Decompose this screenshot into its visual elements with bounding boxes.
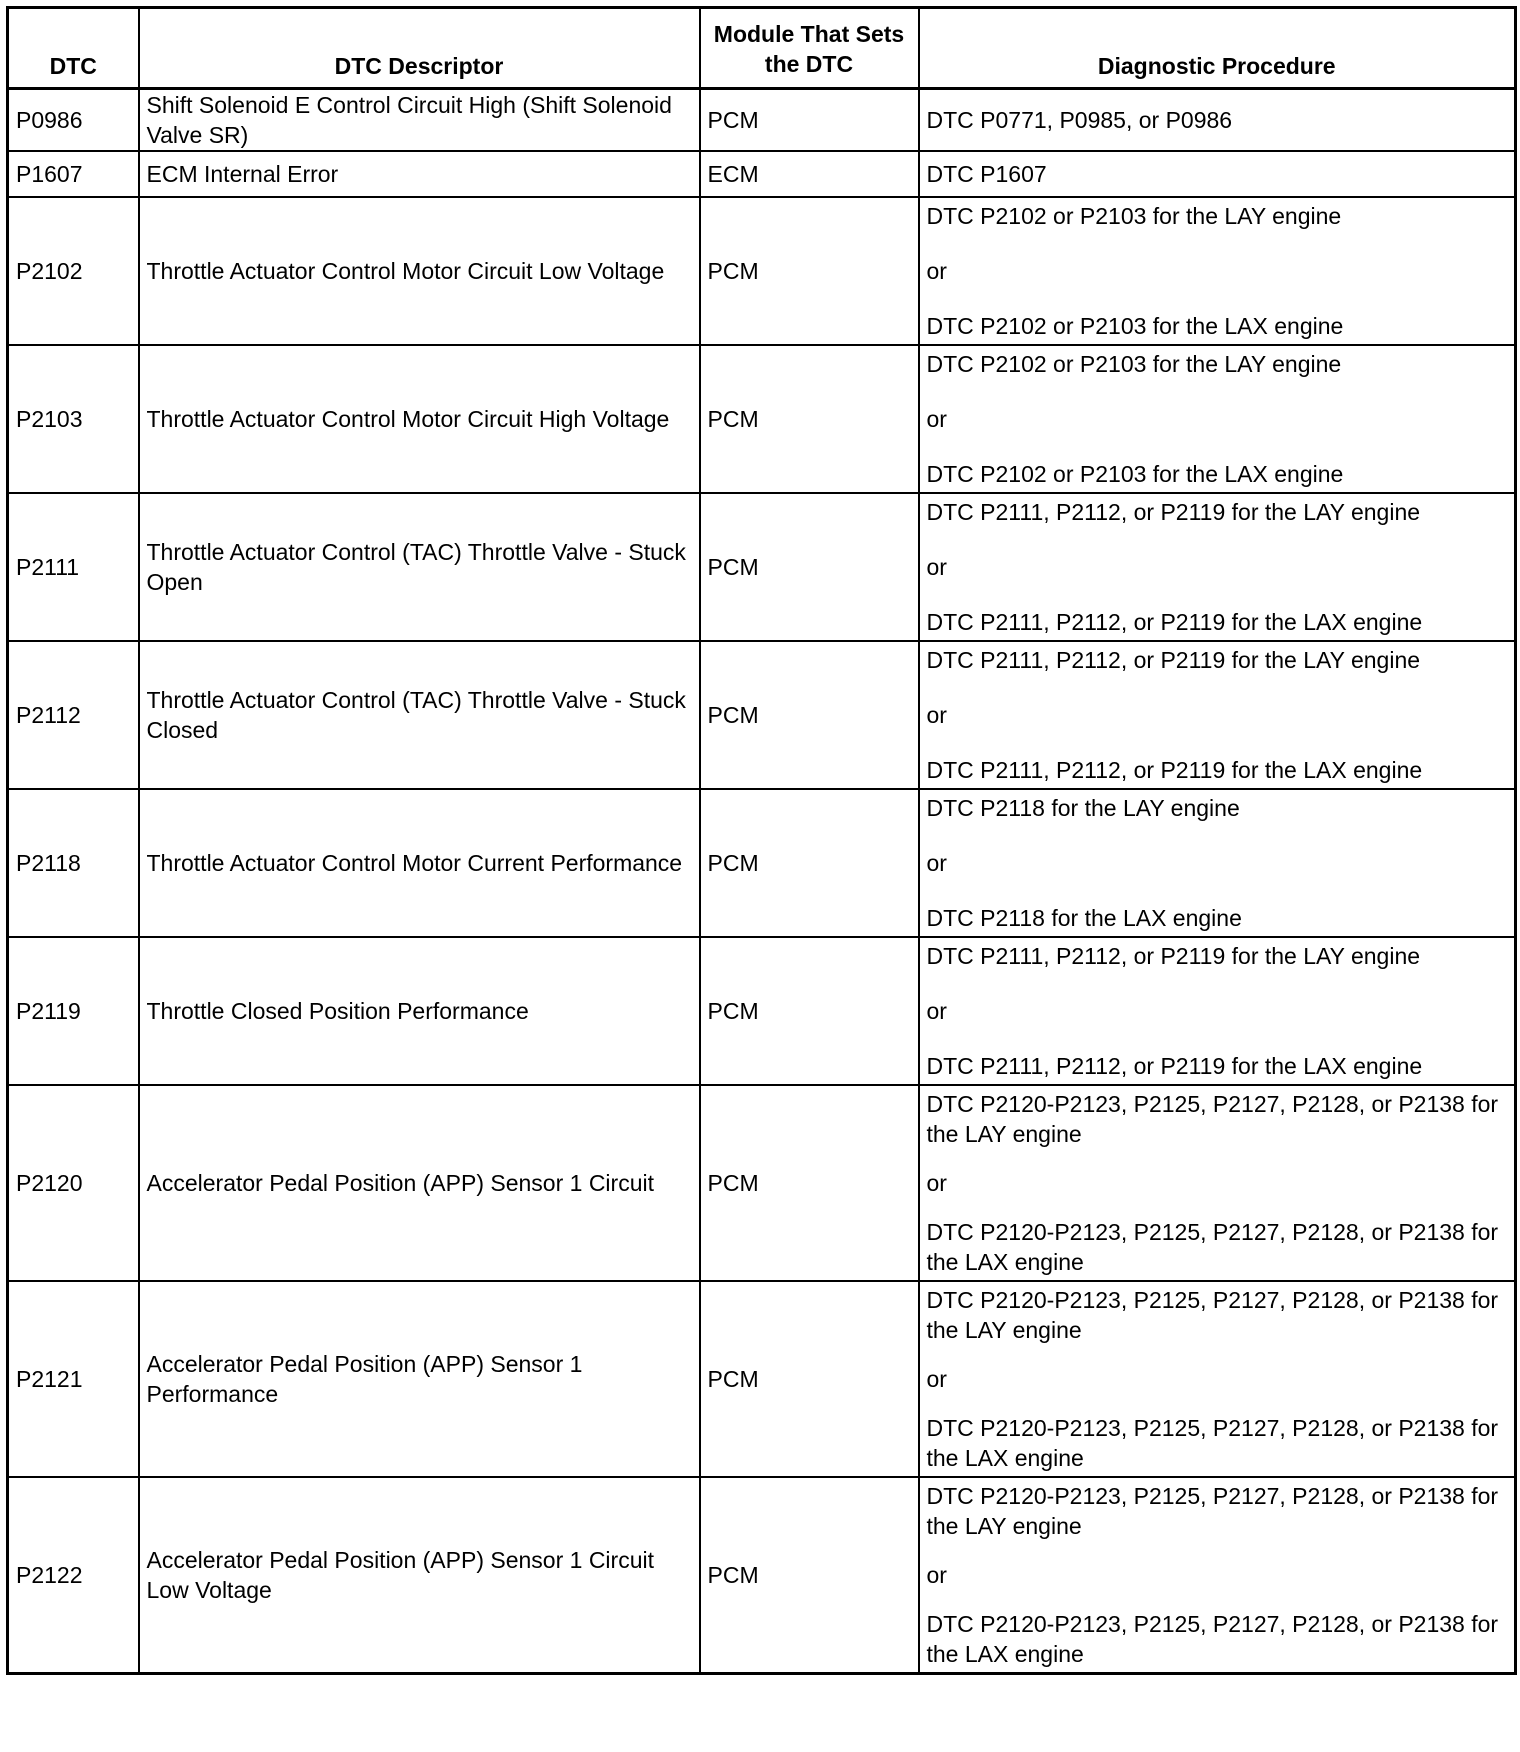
- procedure-link: DTC P2102 or P2103 for the LAX engine: [926, 461, 1344, 487]
- header-descriptor: DTC Descriptor: [139, 8, 700, 89]
- procedure-link: DTC P2111, P2112, or P2119 for the LAY engine: [926, 647, 1421, 673]
- module-cell: PCM: [700, 937, 919, 1085]
- descriptor-cell: Accelerator Pedal Position (APP) Sensor 1 Circuit: [139, 1085, 700, 1281]
- dtc-cell: P2119: [8, 937, 139, 1085]
- table-row: [8, 937, 1516, 1085]
- descriptor-cell: ECM Internal Error: [139, 151, 700, 197]
- procedure-link: DTC P1607: [926, 161, 1047, 187]
- header-dtc: DTC: [8, 8, 139, 89]
- table-header: [8, 8, 1516, 89]
- procedure-cell: [919, 89, 1516, 152]
- procedure-link: DTC P2102 or P2103 for the LAY engine: [926, 203, 1342, 229]
- procedure-or: or: [926, 406, 947, 432]
- table-row: [8, 493, 1516, 641]
- table-row: [8, 89, 1516, 152]
- procedure-link: DTC P2120-P2123, P2125, P2127, P2128, or P2138 for the LAY engine: [926, 1483, 1499, 1539]
- procedure-link: DTC P2111, P2112, or P2119 for the LAY engine: [926, 499, 1421, 525]
- procedure-link: DTC P2120-P2123, P2125, P2127, P2128, or P2138 for the LAY engine: [926, 1091, 1499, 1147]
- table-row: [8, 641, 1516, 789]
- module-cell: ECM: [700, 151, 919, 197]
- procedure-link: DTC P2118 for the LAX engine: [926, 905, 1242, 931]
- table-row: [8, 1281, 1516, 1477]
- dtc-table: [6, 6, 1517, 1675]
- procedure-cell: [919, 151, 1516, 197]
- procedure-link: DTC P2111, P2112, or P2119 for the LAY engine: [926, 943, 1421, 969]
- procedure-cell: [919, 345, 1516, 493]
- module-cell: PCM: [700, 1281, 919, 1477]
- procedure-link: DTC P2111, P2112, or P2119 for the LAX engine: [926, 1053, 1423, 1079]
- procedure-cell: [919, 641, 1516, 789]
- procedure-or: or: [926, 1366, 947, 1392]
- descriptor-cell: Throttle Actuator Control Motor Circuit High Voltage: [139, 345, 700, 493]
- dtc-cell: P2121: [8, 1281, 139, 1477]
- dtc-cell: P2112: [8, 641, 139, 789]
- module-cell: PCM: [700, 1085, 919, 1281]
- procedure-link: DTC P2102 or P2103 for the LAX engine: [926, 313, 1344, 339]
- procedure-cell: [919, 789, 1516, 937]
- descriptor-cell: Throttle Actuator Control Motor Circuit Low Voltage: [139, 197, 700, 345]
- procedure-cell: [919, 1281, 1516, 1477]
- module-cell: PCM: [700, 89, 919, 152]
- procedure-cell: [919, 493, 1516, 641]
- descriptor-cell: Accelerator Pedal Position (APP) Sensor 1 Circuit Low Voltage: [139, 1477, 700, 1674]
- module-cell: PCM: [700, 345, 919, 493]
- procedure-cell: [919, 197, 1516, 345]
- procedure-or: or: [926, 850, 947, 876]
- dtc-cell: P2103: [8, 345, 139, 493]
- procedure-or: or: [926, 998, 947, 1024]
- header-procedure: Diagnostic Procedure: [919, 8, 1516, 89]
- dtc-cell: P0986: [8, 89, 139, 152]
- procedure-link: DTC P2118 for the LAY engine: [926, 795, 1240, 821]
- descriptor-cell: Throttle Actuator Control (TAC) Throttle Valve - Stuck Closed: [139, 641, 700, 789]
- table-row: [8, 345, 1516, 493]
- module-cell: PCM: [700, 789, 919, 937]
- procedure-cell: [919, 1085, 1516, 1281]
- descriptor-cell: Accelerator Pedal Position (APP) Sensor 1 Performance: [139, 1281, 700, 1477]
- module-cell: PCM: [700, 1477, 919, 1674]
- dtc-cell: P2120: [8, 1085, 139, 1281]
- procedure-link: DTC P0771, P0985, or P0986: [926, 107, 1233, 133]
- table-body: [8, 89, 1516, 1674]
- procedure-link: DTC P2120-P2123, P2125, P2127, P2128, or P2138 for the LAY engine: [926, 1287, 1499, 1343]
- procedure-or: or: [926, 1170, 947, 1196]
- descriptor-cell: Throttle Actuator Control (TAC) Throttle Valve - Stuck Open: [139, 493, 700, 641]
- procedure-link: DTC P2111, P2112, or P2119 for the LAX engine: [926, 757, 1423, 783]
- descriptor-cell: Throttle Closed Position Performance: [139, 937, 700, 1085]
- dtc-cell: P1607: [8, 151, 139, 197]
- module-cell: PCM: [700, 197, 919, 345]
- descriptor-cell: Throttle Actuator Control Motor Current Performance: [139, 789, 700, 937]
- procedure-link: DTC P2102 or P2103 for the LAY engine: [926, 351, 1342, 377]
- dtc-cell: P2102: [8, 197, 139, 345]
- procedure-cell: [919, 1477, 1516, 1674]
- procedure-link: DTC P2111, P2112, or P2119 for the LAX engine: [926, 609, 1423, 635]
- module-cell: PCM: [700, 641, 919, 789]
- procedure-or: or: [926, 554, 947, 580]
- procedure-or: or: [926, 1562, 947, 1588]
- dtc-cell: P2122: [8, 1477, 139, 1674]
- table-row: [8, 151, 1516, 197]
- header-row: [8, 8, 1516, 89]
- table-row: [8, 789, 1516, 937]
- procedure-or: or: [926, 258, 947, 284]
- table-row: [8, 197, 1516, 345]
- descriptor-cell: Shift Solenoid E Control Circuit High (Shift Solenoid Valve SR): [139, 89, 700, 152]
- procedure-link: DTC P2120-P2123, P2125, P2127, P2128, or P2138 for the LAX engine: [926, 1611, 1499, 1667]
- dtc-table-container: [6, 6, 1514, 1675]
- table-row: [8, 1477, 1516, 1674]
- module-cell: PCM: [700, 493, 919, 641]
- procedure-link: DTC P2120-P2123, P2125, P2127, P2128, or P2138 for the LAX engine: [926, 1415, 1499, 1471]
- header-module: Module That Sets the DTC: [700, 8, 919, 89]
- procedure-link: DTC P2120-P2123, P2125, P2127, P2128, or P2138 for the LAX engine: [926, 1219, 1499, 1275]
- procedure-or: or: [926, 702, 947, 728]
- procedure-cell: [919, 937, 1516, 1085]
- dtc-cell: P2111: [8, 493, 139, 641]
- table-row: [8, 1085, 1516, 1281]
- dtc-cell: P2118: [8, 789, 139, 937]
